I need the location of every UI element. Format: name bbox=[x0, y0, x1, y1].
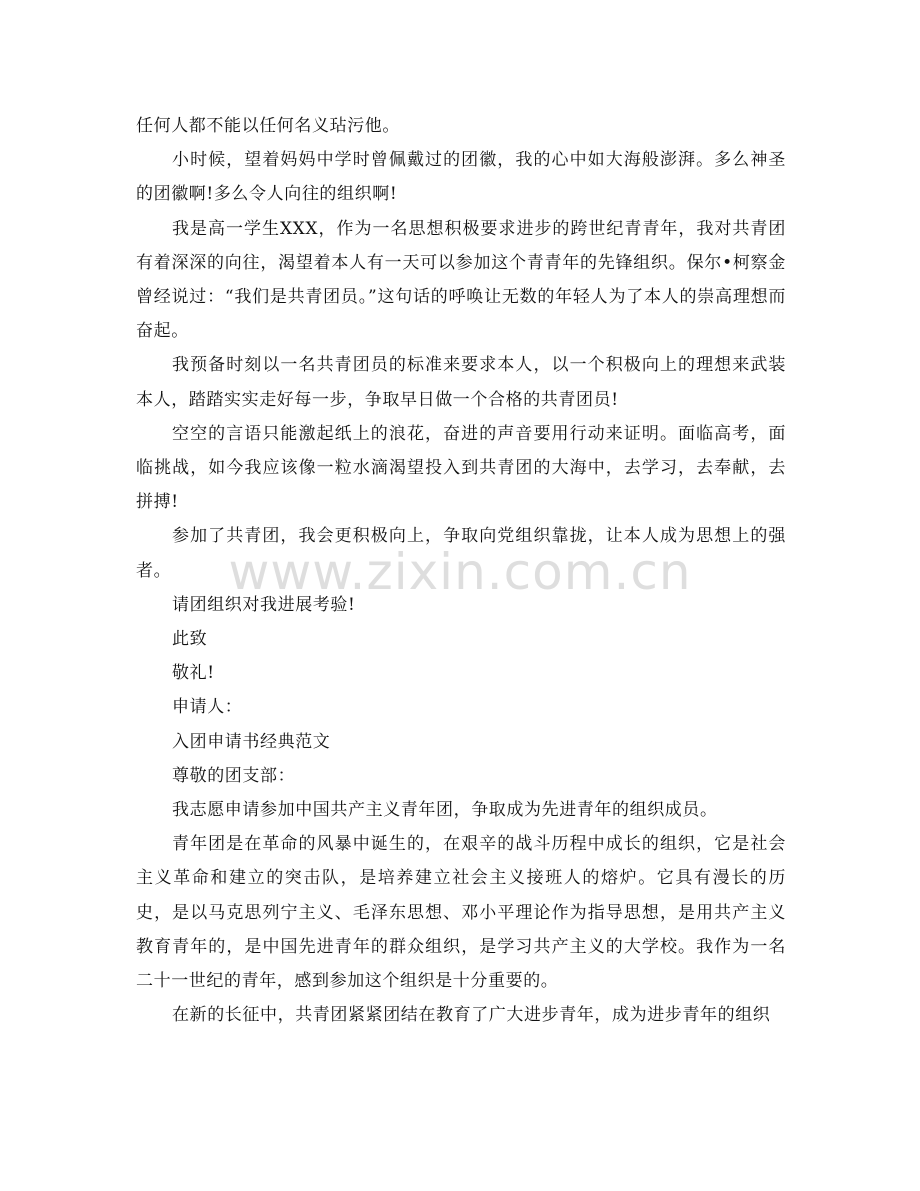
section-title: 入团申请书经典范文 bbox=[172, 731, 331, 752]
paragraph-5: 空空的言语只能激起纸上的浪花，奋进的声音要用行动来证明。面临高考，面临挑战，如今我应该像一粒水滴渴望投入到共青团的大海中，去学习，去奉献，去拼搏! bbox=[136, 423, 786, 513]
paragraph-14: 青年团是在革命的风暴中诞生的，在艰辛的战斗历程中成长的组织，它是社会主义革命和建立的突击队，是培养建立社会主义接班人的熔炉。它具有漫长的历史，是以马克思列宁主义、毛泽东思想、邓小平理论作为指导思想，是用共产主义教育青年的，是中国先进青年的群众组织，是学习共产主义的大学校。我作为一名二十一世纪的青年，感到参加这个组织是十分重要的。 bbox=[136, 834, 786, 992]
paragraph-6: 参加了共青团，我会更积极向上，争取向党组织靠拢，让本人成为思想上的强者。 bbox=[136, 526, 786, 581]
watermark: www.zixin.com.cn bbox=[228, 543, 692, 601]
paragraph-4: 我预备时刻以一名共青团员的标准来要求本人，以一个积极向上的理想来武装本人，踏踏实实走好每一步，争取早日做一个合格的共青团员! bbox=[136, 355, 786, 410]
closing-respect: 敬礼! bbox=[172, 663, 215, 684]
document-body bbox=[136, 109, 786, 1032]
paragraph-2: 小时候，望着妈妈中学时曾佩戴过的团徽，我的心中如大海般澎湃。多么神圣的团徽啊!多么令人向往的组织啊! bbox=[136, 150, 786, 205]
paragraph-1: 任何人都不能以任何名义玷污他。 bbox=[136, 116, 400, 136]
greeting: 尊敬的团支部： bbox=[172, 765, 296, 786]
paragraph-7: 请团组织对我进展考验! bbox=[172, 594, 356, 615]
applicant-label: 申请人： bbox=[172, 697, 243, 718]
closing-salutation: 此致 bbox=[172, 629, 208, 650]
paragraph-13: 我志愿申请参加中国共产主义青年团，争取成为先进青年的组织成员。 bbox=[172, 800, 718, 821]
paragraph-15: 在新的长征中，共青团紧紧团结在教育了广大进步青年，成为进步青年的组织 bbox=[172, 1005, 771, 1026]
paragraph-3: 我是高一学生XXX，作为一名思想积极要求进步的跨世纪青青年，我对共青团有着深深的向往，渴望着本人有一天可以参加这个青青年的先锋组织。保尔•柯察金曾经说过：“我们是共青团员。”这句话的呼唤让无数的年轻人为了本人的崇高理想而奋起。 bbox=[136, 218, 786, 342]
